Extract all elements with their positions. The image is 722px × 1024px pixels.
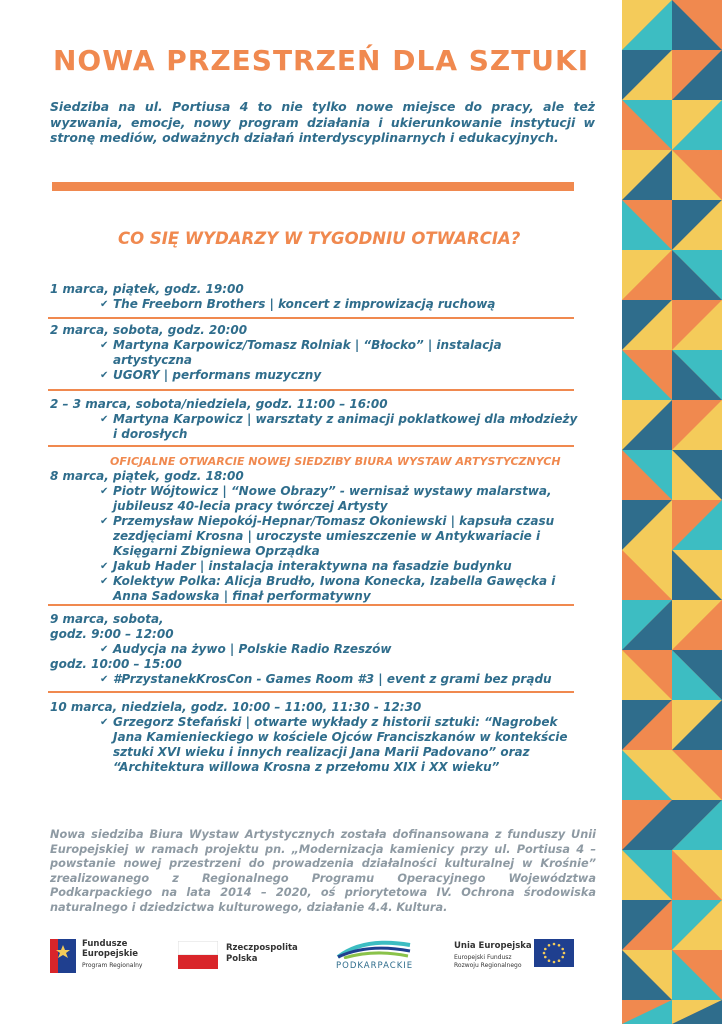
- rp-text-1: Rzeczpospolita: [226, 943, 298, 953]
- event-item: ✔ Grzegorz Stefański | otwarte wykłady z historii sztuki: “Nagrobek Jana Kamienieckiego w kościele Ojców Franciszkanów w kontekście sztuki XVI wieku i innych realizacji Jana Marii Padovano” oraz “Architektura willowa Krosna z przełomu XIX i XX wieku”: [100, 715, 568, 774]
- event-item: ✔ Przemysław Niepokój-Hepnar/Tomasz Okoniewski | kapsuła czasu zezdjęciami Krosna | uroczyste umieszczenie w Antykwariacie i Księgarni Zbigniewa Oprządka: [100, 514, 555, 558]
- fundusze-europejskie-logo: [50, 935, 160, 980]
- intro-paragraph: Siedziba na ul. Portiusa 4 to nie tylko nowe miejsce do pracy, ale też wyzwania, emocje, nowy program działania i ukierunkowanie instytucji w stronę mediów, odważnych działań interdyscyplinarnych i edukacyjnych.: [50, 99, 595, 145]
- event-4: [50, 455, 580, 604]
- event-time: godz. 10:00 – 15:00: [50, 657, 182, 671]
- event-date: 10 marca, niedziela, godz. 10:00 – 11:00, 11:30 - 12:30: [50, 700, 422, 714]
- fe-icon: [50, 939, 76, 973]
- funding-note: Nowa siedziba Biura Wystaw Artystycznych została dofinansowana z funduszy Unii Europejskiej w ramach projektu pn. „Modernizacja kamienicy przy ul. Portiusa 4 – powstanie nowej przestrzeni do prowadzenia działalności kulturalnej w Krośnie” zrealizowanego z Regionalnego Programu Operacyjnego Województwa Podkarpackiego na lata 2014 – 2020, oś priorytetowa IV. Ochrona środowiska naturalnego i dziedzictwa kulturowego, działanie 4.4. Kultura.: [50, 828, 596, 914]
- check-icon: ✔: [100, 414, 109, 425]
- event-5: [50, 612, 580, 687]
- event-item: ✔ Piotr Wójtowicz | “Nowe Obrazy” - wernisaż wystawy malarstwa, jubileusz 40-lecia pracy twórczej Artysty: [100, 484, 552, 513]
- polish-flag-icon: [178, 941, 218, 969]
- check-icon: ✔: [100, 486, 109, 497]
- event-item: ✔ Martyna Karpowicz | warsztaty z animacji poklatkowej dla młodzieży i dorosłych: [100, 412, 578, 441]
- event-date: 8 marca, piątek, godz. 18:00: [50, 469, 244, 483]
- eu-flag-icon: [534, 939, 574, 967]
- event-item: ✔ Jakub Hader | instalacja interaktywna na fasadzie budynku: [100, 559, 512, 573]
- check-icon: ✔: [100, 717, 109, 728]
- event-date: 1 marca, piątek, godz. 19:00: [50, 282, 244, 296]
- ue-text-3: Rozwoju Regionalnego: [454, 962, 522, 969]
- event-date: 2 – 3 marca, sobota/niedziela, godz. 11:00 – 16:00: [50, 397, 388, 411]
- section-heading: CO SIĘ WYDARZY W TYGODNIU OTWARCIA?: [118, 229, 521, 248]
- fe-text-1: Fundusze: [82, 939, 128, 949]
- check-icon: ✔: [100, 340, 109, 351]
- ue-logo: [454, 935, 584, 980]
- event-1: [50, 282, 580, 312]
- podk-text: PODKARPACKIE: [336, 961, 414, 971]
- opening-highlight: OFICJALNE OTWARCIE NOWEJ SIEDZIBY BIURA WYSTAW ARTYSTYCZNYCH: [110, 455, 561, 468]
- ue-text-2: Europejski Fundusz: [454, 954, 512, 961]
- rzeczpospolita-logo: [178, 935, 308, 980]
- podkarpackie-icon: [334, 937, 414, 959]
- check-icon: ✔: [100, 674, 109, 685]
- event-2: [50, 323, 580, 383]
- check-icon: ✔: [100, 516, 109, 527]
- check-icon: ✔: [100, 299, 109, 310]
- divider: [52, 182, 574, 191]
- separator: [48, 389, 574, 391]
- check-icon: ✔: [100, 576, 109, 587]
- event-date: 2 marca, sobota, godz. 20:00: [50, 323, 248, 337]
- podkarpackie-logo: [332, 935, 422, 980]
- event-date: 9 marca, sobota,: [50, 612, 164, 626]
- separator: [48, 691, 574, 693]
- event-item: ✔ The Freeborn Brothers | koncert z improwizacją ruchową: [100, 297, 496, 311]
- separator: [48, 445, 574, 447]
- event-item: ✔ Audycja na żywo | Polskie Radio Rzeszów: [100, 642, 392, 656]
- ue-text-1: Unia Europejska: [454, 941, 532, 951]
- check-icon: ✔: [100, 561, 109, 572]
- event-6: [50, 700, 580, 775]
- geometric-pattern: [622, 0, 722, 1024]
- event-item: ✔ #PrzystanekKrosCon - Games Room #3 | event z grami bez prądu: [100, 672, 552, 686]
- fe-text-2: Europejskie: [82, 949, 139, 959]
- check-icon: ✔: [100, 644, 109, 655]
- page-title: NOWA PRZESTRZEŃ DLA SZTUKI: [53, 44, 590, 77]
- logo-bar: [50, 935, 610, 980]
- separator: [48, 317, 574, 319]
- event-item: ✔ Kolektyw Polka: Alicja Brudło, Iwona Konecka, Izabella Gawęcka i Anna Sadowska | finał performatywny: [100, 574, 556, 603]
- separator: [48, 604, 574, 606]
- rp-text-2: Polska: [226, 954, 258, 964]
- fe-text-3: Program Regionalny: [82, 962, 143, 969]
- check-icon: ✔: [100, 370, 109, 381]
- event-time: godz. 9:00 – 12:00: [50, 627, 174, 641]
- event-3: [50, 397, 580, 442]
- event-item: ✔ Martyna Karpowicz/Tomasz Rolniak | “Błocko” | instalacja artystyczna: [100, 338, 502, 367]
- event-item: ✔ UGORY | performans muzyczny: [100, 368, 322, 382]
